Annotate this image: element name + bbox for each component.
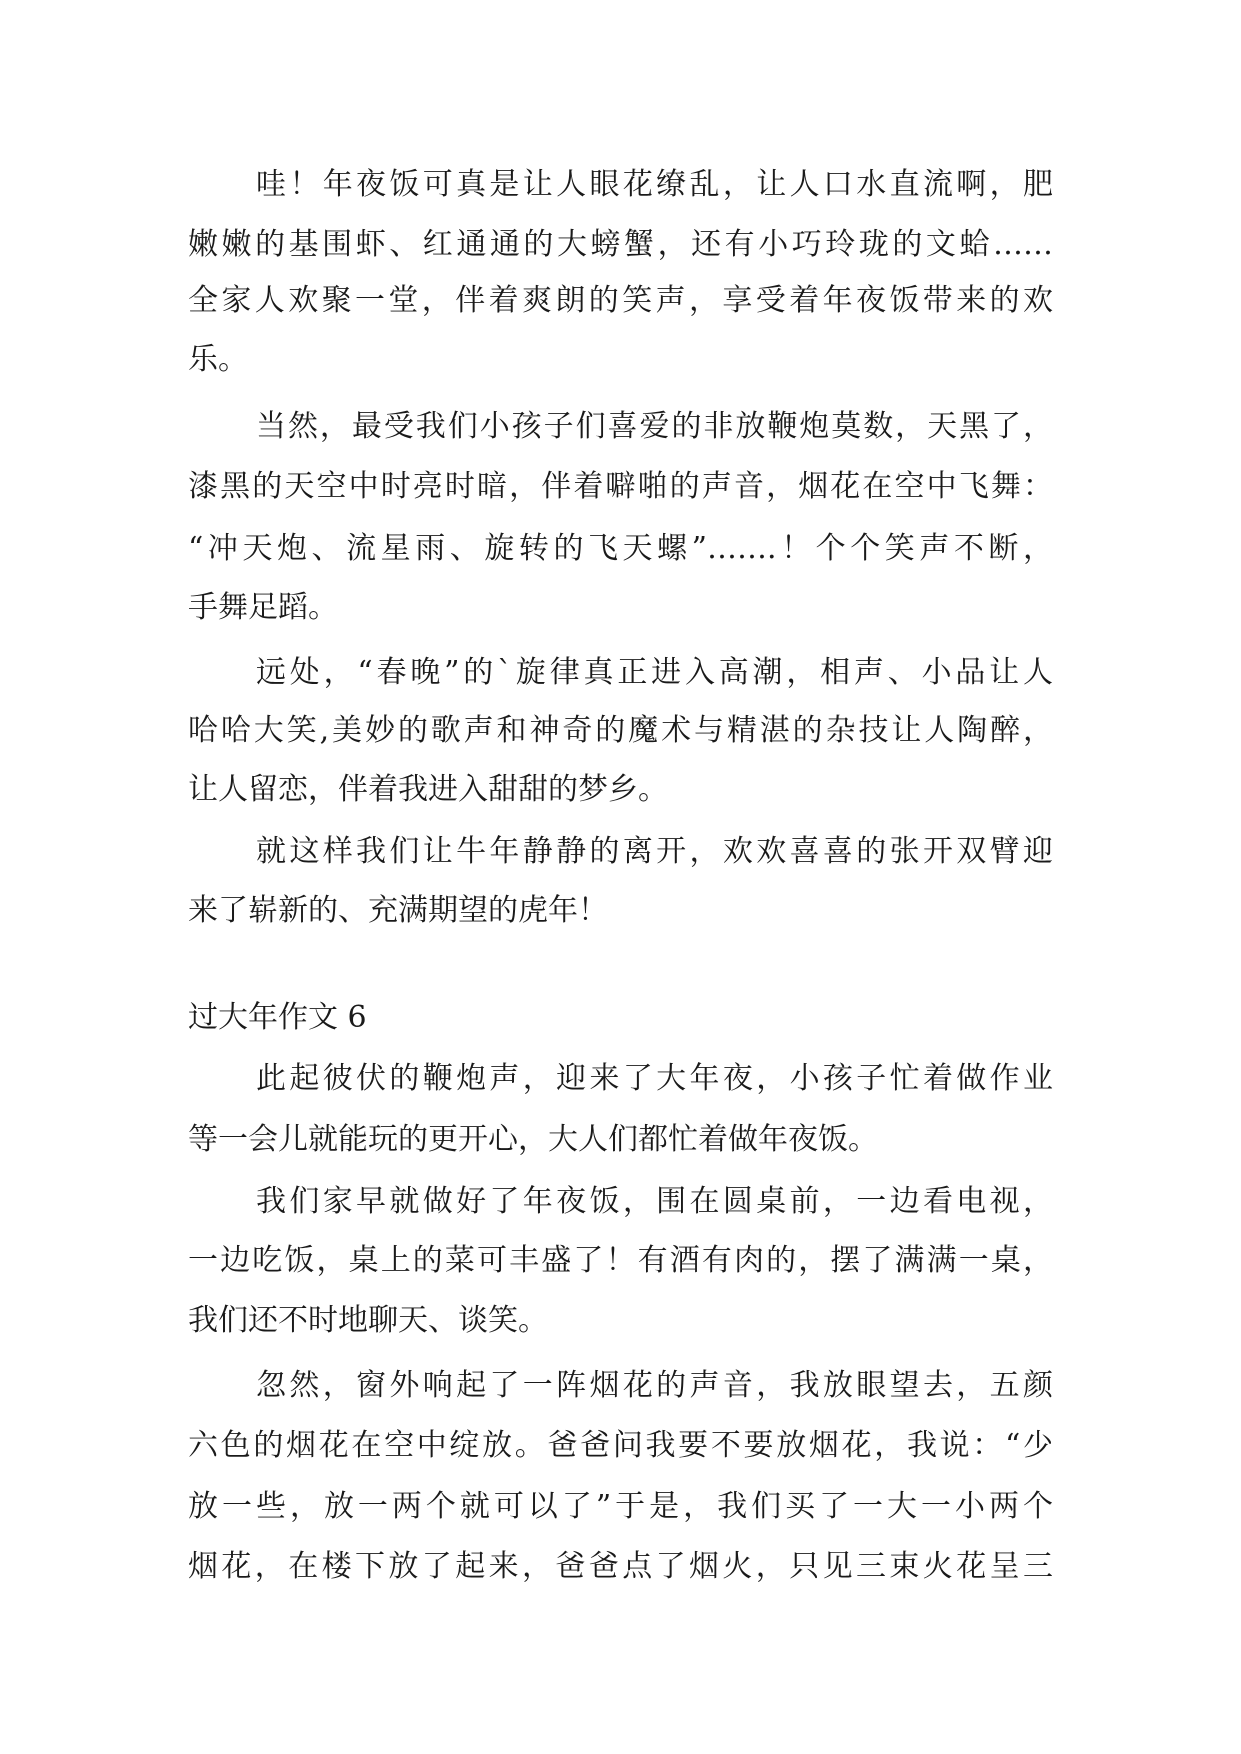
paragraph-line: 哇！年夜饭可真是让人眼花缭乱，让人口水直流啊，肥: [256, 167, 1053, 202]
paragraph-line: 乐。: [188, 342, 248, 377]
paragraph-line: 全家人欢聚一堂，伴着爽朗的笑声，享受着年夜饭带来的欢: [188, 283, 1053, 318]
paragraph-line: 放一些，放一两个就可以了”于是，我们买了一大一小两个: [188, 1489, 1053, 1524]
paragraph-line: 来了崭新的、充满期望的虎年！: [188, 893, 608, 928]
paragraph-line: 我们还不时地聊天、谈笑。: [188, 1303, 548, 1338]
paragraph-line: 忽然，窗外响起了一阵烟花的声音，我放眼望去，五颜: [256, 1368, 1053, 1403]
paragraph-line: 远处，“春晚”的`旋律真正进入高潮，相声、小品让人: [256, 655, 1053, 690]
paragraph-line: 手舞足蹈。: [188, 590, 338, 625]
paragraph-line: 哈哈大笑,美妙的歌声和神奇的魔术与精湛的杂技让人陶醉，: [188, 713, 1053, 748]
paragraph-line: 烟花，在楼下放了起来，爸爸点了烟火，只见三束火花呈三: [188, 1549, 1053, 1584]
paragraph-line: 漆黑的天空中时亮时暗，伴着噼啪的声音，烟花在空中飞舞：: [188, 469, 1053, 504]
paragraph-line: 当然，最受我们小孩子们喜爱的非放鞭炮莫数，天黑了，: [256, 409, 1053, 444]
paragraph-line: 等一会儿就能玩的更开心，大人们都忙着做年夜饭。: [188, 1122, 878, 1157]
paragraph-line: 六色的烟花在空中绽放。爸爸问我要不要放烟花，我说：“少: [188, 1428, 1053, 1463]
paragraph-line: 让人留恋，伴着我进入甜甜的梦乡。: [188, 772, 668, 807]
paragraph-line: 就这样我们让牛年静静的离开，欢欢喜喜的张开双臂迎: [256, 834, 1053, 869]
paragraph-line: 一边吃饭，桌上的菜可丰盛了！有酒有肉的，摆了满满一桌，: [188, 1243, 1053, 1278]
section-heading: 过大年作文 6: [188, 1000, 367, 1035]
paragraph-line: 此起彼伏的鞭炮声，迎来了大年夜，小孩子忙着做作业: [256, 1061, 1053, 1096]
paragraph-line: “冲天炮、流星雨、旋转的飞天螺”…….！个个笑声不断，: [188, 531, 1053, 566]
paragraph-line: 我们家早就做好了年夜饭，围在圆桌前，一边看电视，: [256, 1184, 1053, 1219]
paragraph-line: 嫩嫩的基围虾、红通通的大螃蟹，还有小巧玲珑的文蛤……: [188, 227, 1053, 262]
